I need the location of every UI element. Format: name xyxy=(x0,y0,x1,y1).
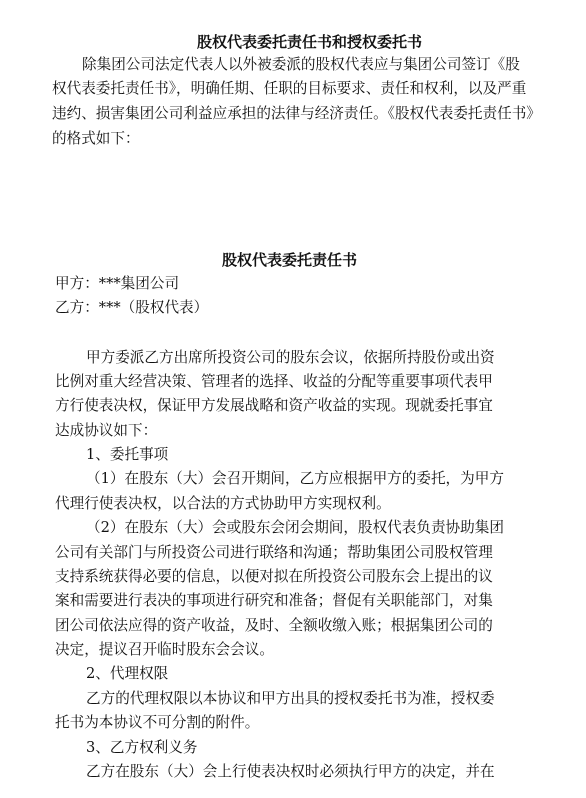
section-1-item-2-line: 支持系统获得必要的信息，以便对拟在所投资公司股东会上提出的议 xyxy=(55,568,493,585)
section-1-item-2-line: 决定，提议召开临时股东会会议。 xyxy=(55,641,274,658)
section-1-item-2-line: 案和需要进行表决的事项进行研究和准备；督促有关职能部门，对集 xyxy=(55,592,493,609)
section-2-heading: 2、代理权限 xyxy=(86,665,169,682)
intro-line: 违约、损害集团公司利益应承担的法律与经济责任。《股权代表委托责任书》 xyxy=(52,105,541,122)
section-1-heading: 1、委托事项 xyxy=(86,446,169,463)
section-3-heading: 3、乙方权利义务 xyxy=(86,739,198,756)
intro-line: 的格式如下： xyxy=(52,130,140,147)
preamble-line: 达成协议如下： xyxy=(55,422,158,439)
section-1-item-2-line: （2）在股东（大）会或股东会闭会期间，股权代表负责协助集团 xyxy=(86,519,504,536)
section-2-line: 乙方的代理权限以本协议和甲方出具的授权委托书为准，授权委 xyxy=(86,690,495,707)
section-1-item-2-line: 团公司依法应得的资产收益，及时、全额收缴入账；根据集团公司的 xyxy=(55,617,493,634)
section-1-item-1-line: （1）在股东（大）会召开期间，乙方应根据甲方的委托，为甲方 xyxy=(86,470,504,487)
preamble-line: 甲方委派乙方出席所投资公司的股东会议，依据所持股份或出资 xyxy=(86,349,495,366)
section-1-item-2-line: 公司有关部门与所投资公司进行联络和沟通；帮助集团公司股权管理 xyxy=(55,544,493,561)
section-1-item-1-line: 代理行使表决权，以合法的方式协助甲方实现权利。 xyxy=(55,495,391,512)
section-2-line: 托书为本协议不可分割的附件。 xyxy=(55,714,260,731)
party-a: 甲方：***集团公司 xyxy=(55,275,180,292)
intro-line: 权代表委托责任书》，明确任期、任职的目标要求、责任和权利，以及严重 xyxy=(52,80,527,97)
preamble-line: 比例对重大经营决策、管理者的选择、收益的分配等重要事项代表甲 xyxy=(55,373,493,390)
section-3-line: 乙方在股东（大）会上行使表决权时必须执行甲方的决定，并在 xyxy=(86,763,495,780)
preamble-line: 方行使表决权，保证甲方发展战略和资产收益的实现。现就委托事宜 xyxy=(55,397,493,414)
intro-title: 股权代表委托责任书和授权委托书 xyxy=(197,33,423,51)
party-b: 乙方：***（股权代表） xyxy=(55,299,209,316)
intro-line: 除集团公司法定代表人以外被委派的股权代表应与集团公司签订《股 xyxy=(82,56,520,73)
document-title: 股权代表委托责任书 xyxy=(222,251,358,269)
